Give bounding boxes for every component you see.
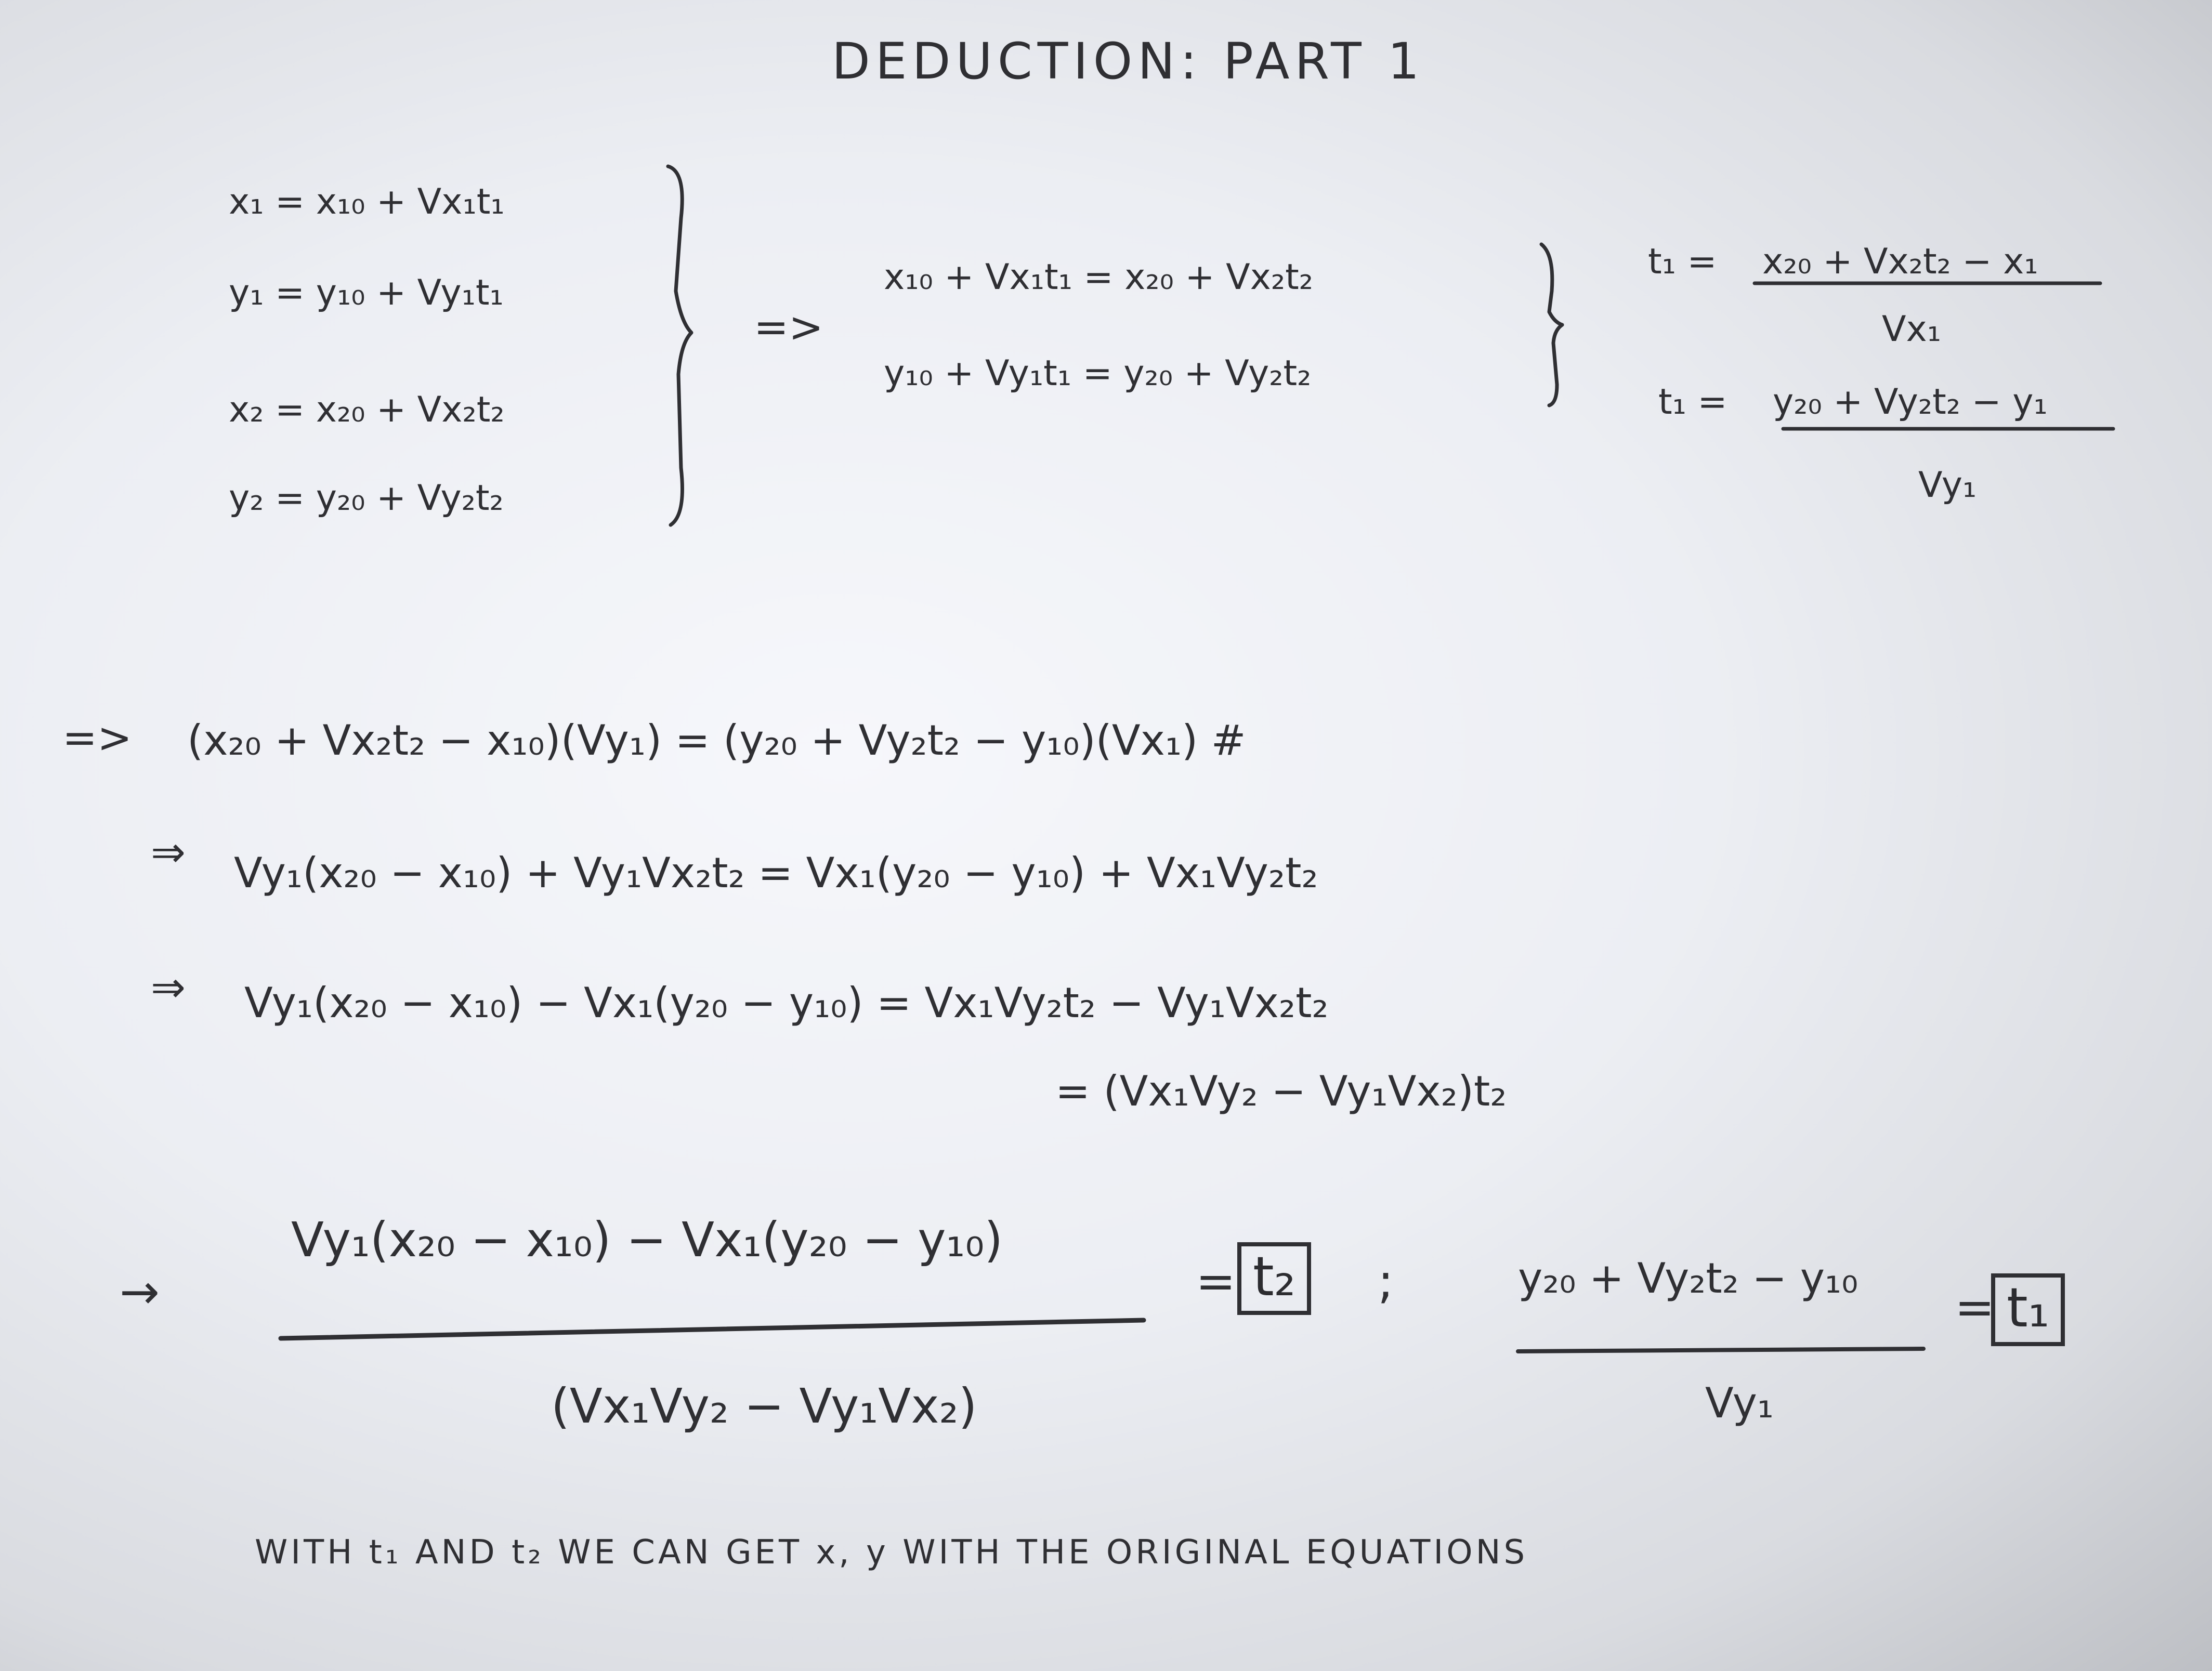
page-title: DEDUCTION: PART 1: [832, 32, 1425, 90]
t1-second-numerator: y₂₀ + Vy₂t₂ − y₁: [1773, 381, 2048, 423]
result-arrow: →: [120, 1264, 160, 1320]
footer-note: WITH t₁ AND t₂ WE CAN GET x, y WITH THE ORIGINAL EQUATIONS: [255, 1533, 1528, 1572]
step-2: Vy₁(x₂₀ − x₁₀) + Vy₁Vx₂t₂ = Vx₁(y₂₀ − y₁₀) + Vx₁Vy₂t₂: [234, 849, 1318, 897]
system-eq-x2: x₂ = x₂₀ + Vx₂t₂: [229, 389, 505, 430]
equality-x: x₁₀ + Vx₁t₁ = x₂₀ + Vx₂t₂: [884, 257, 1314, 298]
equality-brace: [1541, 244, 1562, 405]
t1-second-denominator: Vy₁: [1918, 465, 1977, 506]
t2-boxed-result: t₂: [1237, 1242, 1311, 1315]
step-4: = (Vx₁Vy₂ − Vy₁Vx₂)t₂: [1055, 1067, 1507, 1115]
t1-label-second: t₁ =: [1658, 381, 1727, 423]
step-3-arrow: ⇒: [151, 963, 186, 1011]
step-3: Vy₁(x₂₀ − x₁₀) − Vx₁(y₂₀ − y₁₀) = Vx₁Vy₂t₂ − Vy₁Vx₂t₂: [244, 979, 1329, 1027]
t2-fraction-bar: [281, 1320, 1144, 1338]
implies-arrow: =>: [754, 303, 824, 351]
t1-label-first: t₁ =: [1648, 241, 1717, 282]
t2-denominator: (Vx₁Vy₂ − Vy₁Vx₂): [551, 1378, 977, 1434]
step-1-arrow: =>: [62, 714, 133, 762]
separator: ;: [1378, 1254, 1394, 1309]
system-eq-y2: y₂ = y₂₀ + Vy₂t₂: [229, 478, 504, 519]
system-eq-y1: y₁ = y₁₀ + Vy₁t₁: [229, 272, 504, 313]
t1-numerator: y₂₀ + Vy₂t₂ − y₁₀: [1518, 1254, 1858, 1302]
equality-y: y₁₀ + Vy₁t₁ = y₂₀ + Vy₂t₂: [884, 353, 1312, 394]
t1-fraction-bar: [1518, 1349, 1923, 1351]
t1-first-numerator: x₂₀ + Vx₂t₂ − x₁: [1762, 241, 2038, 282]
step-1: (x₂₀ + Vx₂t₂ − x₁₀)(Vy₁) = (y₂₀ + Vy₂t₂ − y₁₀)(Vx₁) #: [187, 716, 1246, 765]
t1-denominator: Vy₁: [1705, 1379, 1774, 1427]
step-2-arrow: ⇒: [151, 828, 186, 876]
system-brace: [668, 166, 691, 525]
t2-equals: =: [1196, 1254, 1236, 1309]
t1-first-denominator: Vx₁: [1882, 309, 1942, 350]
t1-boxed-result: t₁: [1991, 1273, 2065, 1346]
system-eq-x1: x₁ = x₁₀ + Vx₁t₁: [229, 181, 505, 222]
t2-numerator: Vy₁(x₂₀ − x₁₀) − Vx₁(y₂₀ − y₁₀): [291, 1212, 1003, 1268]
t1-equals: =: [1955, 1280, 1995, 1335]
